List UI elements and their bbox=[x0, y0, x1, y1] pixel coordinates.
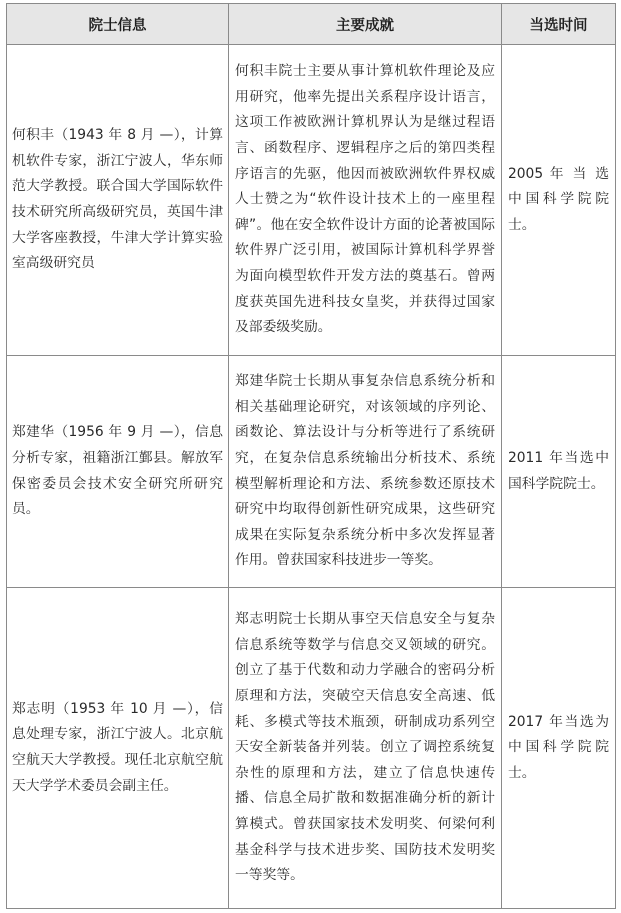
header-info: 院士信息 bbox=[7, 4, 229, 45]
cell-achievement: 郑建华院士长期从事复杂信息系统分析和相关基础理论研究，对该领域的序列论、函数论、算法设计与分析等进行了系统研究，在复杂信息系统输出分析技术、系统模型解析理论和方法、系统参数还原技术研究中均取得创新性研究成果，这些研究成果在实际复杂系统分析中多次发挥显著作用。曾获国家科技进步一等奖。 bbox=[229, 356, 502, 588]
table-row bbox=[7, 588, 616, 909]
header-elected: 当选时间 bbox=[502, 4, 616, 45]
table-row bbox=[7, 45, 616, 356]
cell-achievement: 郑志明院士长期从事空天信息安全与复杂信息系统等数学与信息交叉领域的研究。创立了基于代数和动力学融合的密码分析原理和方法，突破空天信息安全高速、低耗、多模式等技术瓶颈，研制成功系列空天安全新装备并列装。创立了调控系统复杂性的原理和方法，建立了信息快速传播、信息全局扩散和数据准确分析的新计算模式。曾获国家技术发明奖、何梁何利基金科学与技术进步奖、国防技术发明奖一等奖等。 bbox=[229, 588, 502, 909]
cell-achievement: 何积丰院士主要从事计算机软件理论及应用研究，他率先提出关系程序设计语言，这项工作被欧洲计算机界认为是继过程语言、函数程序、逻辑程序之后的第四类程序语言的先驱，他因而被欧洲软件界权威人士赞之为“软件设计技术上的一座里程碑”。他在安全软件设计方面的论著被国际软件界广泛引用，被国际计算机科学界誉为面向模型软件开发方法的奠基石。曾两度获英国先进科技女皇奖，并获得过国家及部委级奖励。 bbox=[229, 45, 502, 356]
table-row bbox=[7, 356, 616, 588]
cell-elected: 2011 年当选中国科学院院士。 bbox=[502, 356, 616, 588]
cell-elected: 2005 年 当 选中国科学院院士。 bbox=[502, 45, 616, 356]
academician-table bbox=[6, 3, 616, 909]
header-achievement: 主要成就 bbox=[229, 4, 502, 45]
cell-info: 郑志明（1953 年 10 月 —），信息处理专家，浙江宁波人。北京航空航天大学教授。现任北京航空航天大学学术委员会副主任。 bbox=[7, 588, 229, 909]
cell-info: 郑建华（1956 年 9 月 —），信息分析专家，祖籍浙江鄞县。解放军保密委员会技术安全研究所研究员。 bbox=[7, 356, 229, 588]
table-header-row bbox=[7, 4, 616, 45]
cell-elected: 2017 年当选为中国科学院院士。 bbox=[502, 588, 616, 909]
cell-info: 何积丰（1943 年 8 月 —），计算机软件专家，浙江宁波人，华东师范大学教授。联合国大学国际软件技术研究所高级研究员，英国牛津大学客座教授，牛津大学计算实验室高级研究员 bbox=[7, 45, 229, 356]
